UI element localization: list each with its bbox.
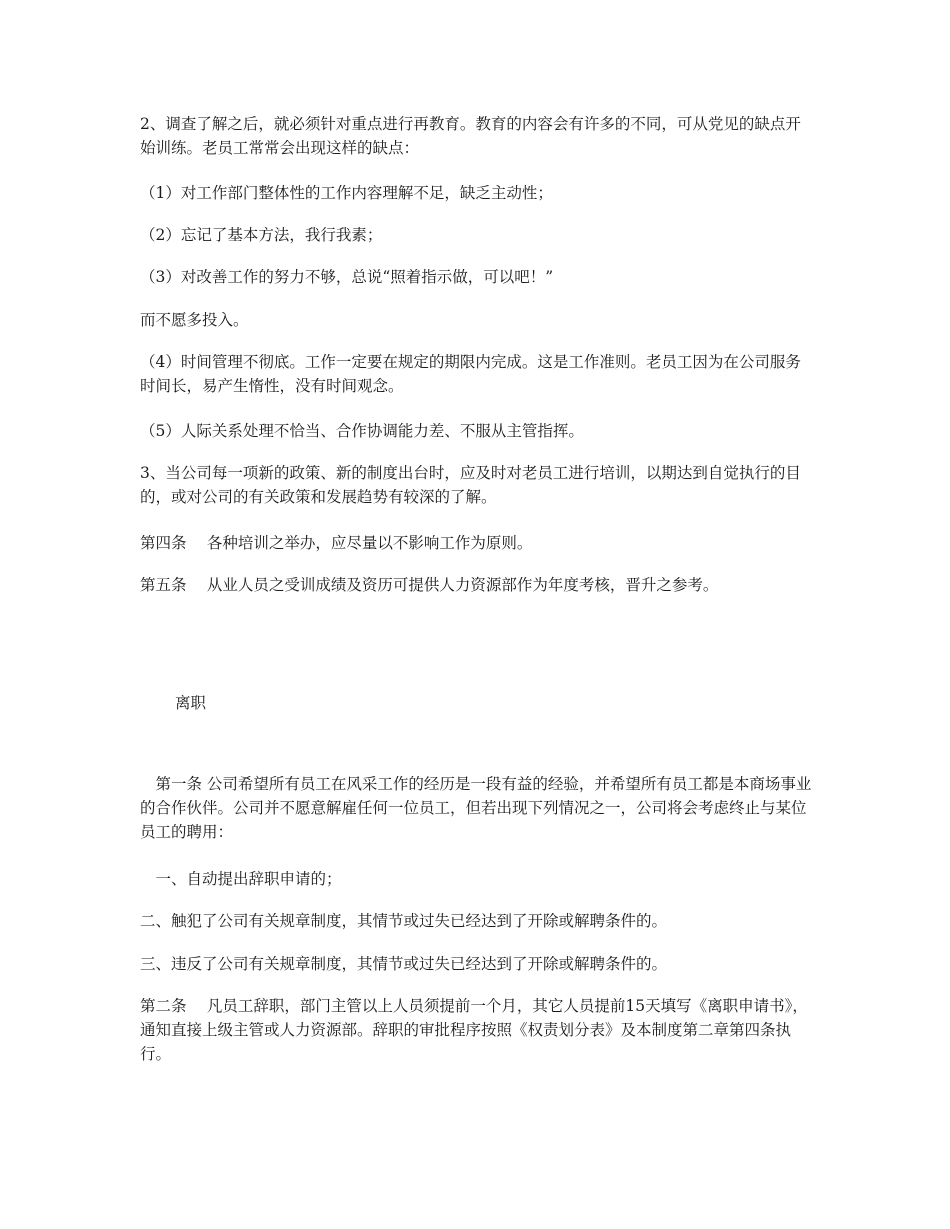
paragraph-item-4: （4）时间管理不彻底。工作一定要在规定的期限内完成。这是工作准则。老员工因为在公司服务时间长，易产生惰性，没有时间观念。	[140, 353, 801, 395]
paragraph-condition-2: 二、触犯了公司有关规章制度，其情节或过失已经达到了开除或解聘条件的。	[140, 912, 668, 930]
paragraph-article-4: 第四条 各种培训之举办，应尽量以不影响工作为原则。	[140, 534, 533, 552]
paragraph-article-1: 第一条 公司希望所有员工在风采工作的经历是一段有益的经验，并希望所有员工都是本商场事业的合作伙伴。公司并不愿意解雇任何一位员工，但若出现下列情况之一，公司将会考虑终止与某位员工的聘用：	[140, 775, 812, 841]
paragraph-article-5: 第五条 从业人员之受训成绩及资历可提供人力资源部作为年度考核，晋升之参考。	[140, 576, 719, 594]
paragraph-item-3: （3）对改善工作的努力不够，总说“照着指示做，可以吧！”	[140, 268, 554, 286]
paragraph-retraining: 2、调查了解之后，就必须针对重点进行再教育。教育的内容会有许多的不同，可从党见的缺点开始训练。老员工常常会出现这样的缺点：	[140, 115, 801, 157]
paragraph-item-3-cont: 而不愿多投入。	[140, 311, 249, 329]
paragraph-condition-1: 一、自动提出辞职申请的；	[140, 870, 342, 888]
paragraph-item-2: （2）忘记了基本方法，我行我素；	[140, 226, 383, 244]
paragraph-item-5: （5）人际关系处理不恰当、合作协调能力差、不服从主管指挥。	[140, 422, 584, 440]
paragraph-item-1: （1）对工作部门整体性的工作内容理解不足，缺乏主动性；	[140, 184, 553, 202]
paragraph-condition-3: 三、违反了公司有关规章制度，其情节或过失已经达到了开除或解聘条件的。	[140, 955, 668, 973]
paragraph-article-2: 第二条 凡员工辞职，部门主管以上人员须提前一个月，其它人员提前15天填写《离职申请书》，通知直接上级主管或人力资源部。辞职的审批程序按照《权责划分表》及本制度第二章第四条执行。	[140, 997, 808, 1063]
paragraph-new-policy: 3、当公司每一项新的政策、新的制度出台时，应及时对老员工进行培训，以期达到自觉执行的目的，或对公司的有关政策和发展趋势有较深的了解。	[140, 464, 801, 506]
section-title: 离职	[175, 694, 207, 712]
